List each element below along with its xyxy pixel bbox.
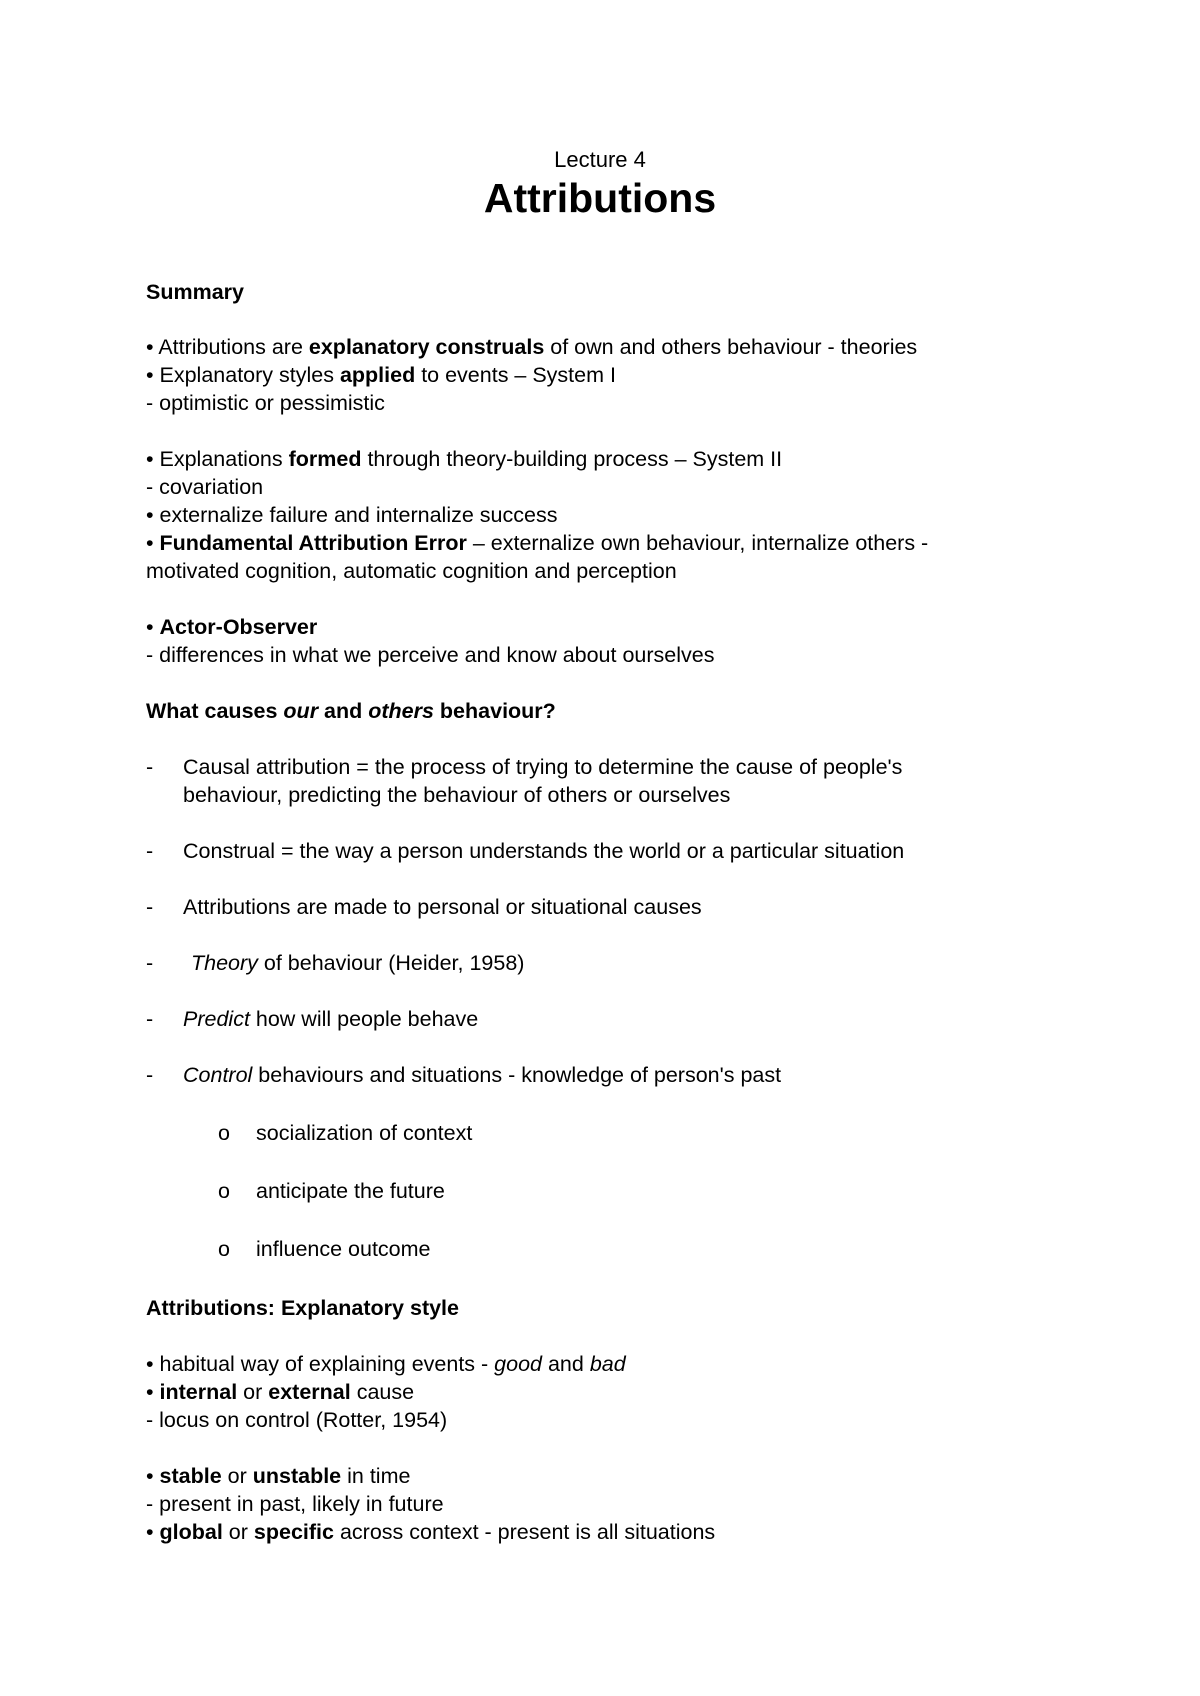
list-item-attributions: Attributions are made to personal or situational causes <box>183 895 702 919</box>
summary-line-9: • Actor-Observer <box>146 615 318 639</box>
style-line-6: • global or specific across context - present is all situations <box>146 1520 716 1544</box>
summary-line-7: • Fundamental Attribution Error – externalize own behaviour, internalize others - <box>146 531 929 555</box>
sub-bullet-marker: o <box>218 1179 230 1203</box>
causes-heading: What causes our and others behaviour? <box>146 699 556 723</box>
style-line-1: • habitual way of explaining events - good and bad <box>146 1352 626 1376</box>
sub-list-item: influence outcome <box>256 1237 431 1261</box>
summary-line-3: - optimistic or pessimistic <box>146 391 385 415</box>
style-line-3: - locus on control (Rotter, 1954) <box>146 1408 448 1432</box>
list-dash: - <box>146 1063 154 1087</box>
list-dash: - <box>146 755 154 779</box>
summary-line-1: • Attributions are explanatory construals of own and others behaviour - theories <box>146 335 918 359</box>
list-item-control: Control behaviours and situations - knowledge of person's past <box>183 1063 782 1087</box>
page-title: Attributions <box>483 175 717 221</box>
summary-line-2: • Explanatory styles applied to events – System I <box>146 363 616 387</box>
style-line-5: - present in past, likely in future <box>146 1492 444 1516</box>
sub-list-item: socialization of context <box>256 1121 473 1145</box>
lecture-number: Lecture 4 <box>554 147 646 172</box>
style-line-2: • internal or external cause <box>146 1380 415 1404</box>
summary-line-4: • Explanations formed through theory-building process – System II <box>146 447 783 471</box>
summary-line-8: motivated cognition, automatic cognition and perception <box>146 559 677 583</box>
list-item-theory: Theory of behaviour (Heider, 1958) <box>191 951 525 975</box>
sub-list-item: anticipate the future <box>256 1179 445 1203</box>
style-line-4: • stable or unstable in time <box>146 1464 411 1488</box>
list-dash: - <box>146 1007 154 1031</box>
list-dash: - <box>146 895 154 919</box>
sub-bullet-marker: o <box>218 1121 230 1145</box>
summary-line-6: • externalize failure and internalize success <box>146 503 558 527</box>
list-item-causal-attribution-cont: behaviour, predicting the behaviour of others or ourselves <box>183 783 731 807</box>
sub-bullet-marker: o <box>218 1237 230 1261</box>
summary-line-10: - differences in what we perceive and know about ourselves <box>146 643 715 667</box>
summary-line-5: - covariation <box>146 475 264 499</box>
list-item-predict: Predict how will people behave <box>183 1007 479 1031</box>
list-item-construal: Construal = the way a person understands the world or a particular situation <box>183 839 905 863</box>
style-heading: Attributions: Explanatory style <box>146 1296 459 1320</box>
summary-heading: Summary <box>146 280 244 304</box>
list-item-causal-attribution: Causal attribution = the process of trying to determine the cause of people's <box>183 755 903 779</box>
list-dash: - <box>146 839 154 863</box>
list-dash: - <box>146 951 154 975</box>
